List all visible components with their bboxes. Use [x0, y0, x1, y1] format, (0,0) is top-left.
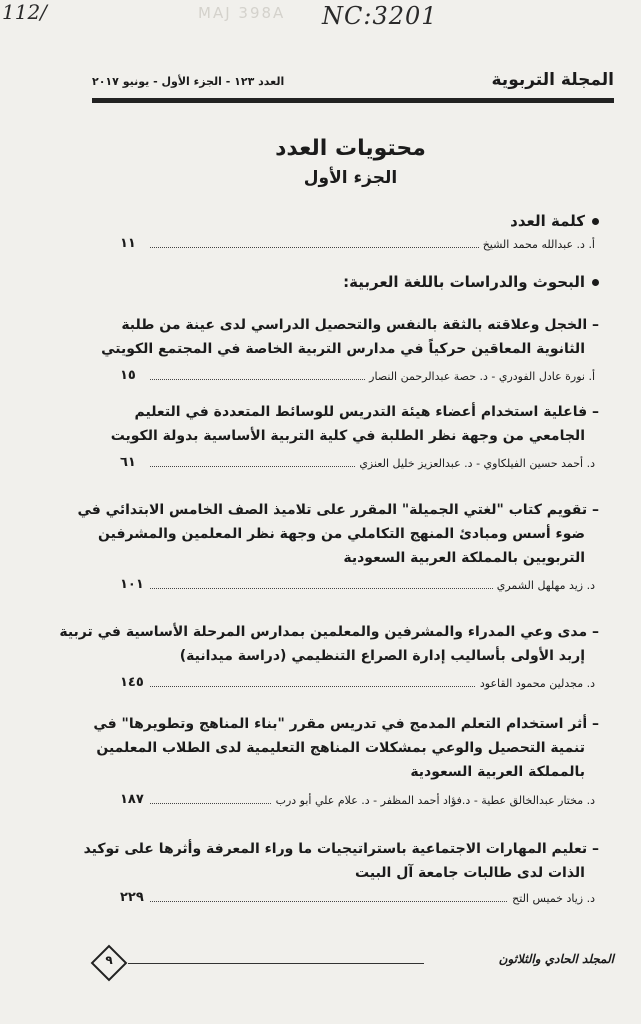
toc-entry-authors-row: [120, 890, 595, 910]
page-footer: [92, 944, 614, 984]
toc-entry[interactable]: [110, 400, 599, 448]
entry-title-line: – تعليم المهارات الاجتماعية باستراتيجيات ما وراء المعرفة وأثرها على توكيد: [148, 837, 599, 861]
toc-entry[interactable]: [77, 498, 599, 570]
entry-authors: د. زيد مهلهل الشمري: [493, 579, 595, 592]
toc-entry-authors-row: [120, 675, 595, 695]
entry-title-line: إربد الأولى بأساليب إدارة الصراع التنظيمي (دراسة ميدانية): [179, 648, 585, 664]
toc-entry[interactable]: [59, 620, 599, 668]
section-heading-editorial: كلمة العدد: [510, 212, 599, 230]
entry-title-line: الجامعي من وجهة نظر الطلبة في كلية التربية الأساسية بدولة الكويت: [110, 428, 585, 444]
handwritten-page-mark: 112/: [2, 0, 47, 24]
footer-rule: [128, 963, 424, 964]
toc-entry-authors-row: [120, 368, 595, 388]
toc-entry[interactable]: [101, 313, 599, 361]
entry-page-number: ١٨٧: [120, 792, 144, 807]
entry-title-line: التربويين بالمملكة العربية السعودية: [343, 550, 585, 566]
entry-authors: أ. د. عبدالله محمد الشيخ: [479, 238, 595, 251]
volume-label: المجلد الحادي والثلاثون: [498, 952, 614, 966]
entry-title-line: الذات لدى طالبات جامعة آل البيت: [355, 865, 585, 881]
page-subtitle: الجزء الأول: [303, 168, 398, 188]
bullet-icon: [592, 218, 599, 225]
page-title: محتويات العدد: [275, 136, 426, 161]
journal-name: المجلة التربوية: [491, 70, 614, 90]
entry-title-line: – فاعلية استخدام أعضاء هيئة التدريس للوسائط المتعددة في التعليم: [148, 400, 599, 424]
toc-entry-authors-row: [120, 792, 595, 812]
entry-title-line: – أثر استخدام التعلم المدمج في تدريس مقرر "بناء المناهج وتطويرها" في: [148, 712, 599, 736]
entry-title-line: الثانوية المعاقين حركياً في مدارس التربية الخاصة في المجتمع الكويتي: [101, 341, 585, 357]
entry-authors: د. مجدلين محمود القاعود: [476, 677, 595, 690]
bullet-icon: [592, 279, 599, 286]
toc-entry[interactable]: [93, 712, 599, 784]
entry-authors: د. مختار عبدالخالق عطية - د.فؤاد أحمد المظفر - د. علام علي أبو درب: [272, 794, 595, 807]
entry-page-number: ١٤٥: [120, 675, 144, 690]
running-header: [92, 70, 614, 94]
entry-page-number: ١١: [120, 236, 136, 251]
entry-authors: أ. نورة عادل الفودري - د. حصة عبدالرحمن النصار: [365, 370, 595, 383]
entry-title-line: – الخجل وعلاقته بالثقة بالنفس والتحصيل الدراسي لدى عينة من طلبة: [148, 313, 599, 337]
section-heading-research: البحوث والدراسات باللغة العربية:: [343, 273, 599, 291]
faint-stamp: MAJ 398A: [198, 4, 286, 22]
entry-authors: د. زياد خميس التح: [508, 892, 595, 905]
entry-title-line: تنمية التحصيل والوعي بمشكلات المناهج التعليمية لدى الطلاب المعلمين: [96, 740, 585, 756]
entry-page-number: ٦١: [120, 455, 136, 470]
issue-info: العدد ١٢٣ - الجزء الأول - يونيو ٢٠١٧: [92, 75, 285, 88]
entry-page-number: ٢٢٩: [120, 890, 144, 905]
entry-authors: د. أحمد حسين الفيلكاوي - د. عبدالعزيز خليل العنزي: [355, 457, 595, 470]
entry-title-line: بالمملكة العربية السعودية: [410, 764, 585, 780]
handwritten-catalog-number: NC:3201: [322, 2, 438, 30]
toc-entry-editorial[interactable]: [120, 236, 595, 256]
toc-entry-authors-row: [120, 577, 595, 597]
entry-page-number: ١٠١: [120, 577, 144, 592]
entry-title-line: – تقويم كتاب "لغتي الجميلة" المقرر على تلاميذ الصف الخامس الابتدائي في: [148, 498, 599, 522]
header-rule: [92, 98, 614, 103]
toc-entry-authors-row: [120, 455, 595, 475]
entry-page-number: ١٥: [120, 368, 136, 383]
page-number: ٩: [105, 953, 113, 967]
toc-entry[interactable]: [83, 837, 599, 885]
entry-title-line: ضوء أسس ومبادئ المنهج التكاملي من وجهة نظر المعلمين والمشرفين: [98, 526, 585, 542]
entry-title-line: – مدى وعي المدراء والمشرفين والمعلمين بمدارس المرحلة الأساسية في تربية: [148, 620, 599, 644]
